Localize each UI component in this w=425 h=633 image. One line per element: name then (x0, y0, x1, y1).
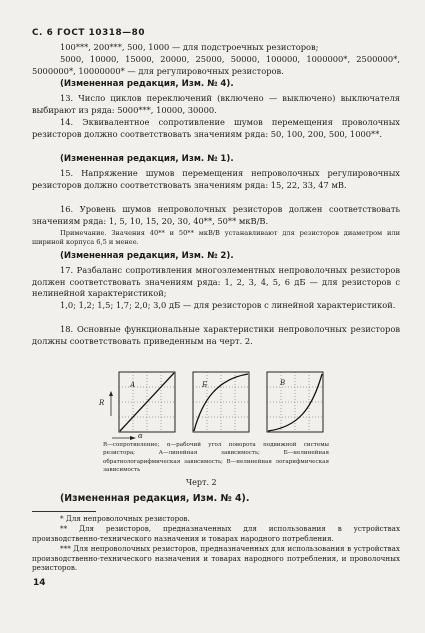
y-axis-arrow (108, 391, 114, 417)
running-header: С. 6 ГОСТ 10318—80 (32, 28, 146, 38)
footnote-divider (32, 511, 96, 512)
panel-label-b: Б (202, 381, 208, 389)
paragraph: 100***, 200***, 500, 1000 — для подстроечных резисторов; (60, 42, 319, 52)
amendment-note: (Измененная редакция, Изм. № 4). (60, 493, 250, 504)
chart-panel-v (266, 371, 324, 433)
amendment-note: (Измененная редакция, Изм. № 2). (60, 251, 234, 261)
amendment-note: (Измененная редакция, Изм. № 4). (60, 79, 234, 89)
paragraph: 15. Напряжение шумов перемещения непроволочных регулировочных резисторов должно соответствовать значениям ряда: 15, 22, 33, 47 мВ. (32, 168, 400, 190)
log-curve-chart (266, 371, 324, 433)
x-axis-symbol: α (138, 432, 143, 440)
paragraph: 16. Уровень шумов непроволочных резисторов должен соответствовать значениям ряда: 1, 5, 10, 15, 20, 30, 40**, 50** мкВ/В. (32, 204, 400, 226)
amendment-note: (Измененная редакция, Изм. № 1). (60, 154, 234, 164)
figure-label: Черт. 2 (186, 478, 217, 487)
paragraph: 1,0; 1,2; 1,5; 1,7; 2,0; 3,0 дБ — для резисторов с линейной характеристикой. (60, 300, 396, 310)
paragraph: 5000, 10000, 15000, 20000, 25000, 50000, 100000, 1000000*, 2500000*, 5000000*, 10000000* — для регулировочных резисторов. (32, 54, 400, 76)
paragraph: 13. Число циклов переключений (включено — выключено) выключателя выбирают из ряда: 5000***, 10000, 30000. (32, 93, 400, 115)
paragraph: 18. Основные функциональные характеристики непроволочных резисторов должны соответствовать приведенным на черт. 2. (32, 324, 400, 346)
panel-label-v: В (280, 379, 286, 387)
y-axis-symbol: R (99, 399, 105, 407)
figure-caption: R—сопротивление; α—рабочий угол поворота подвижной системы резистора; А—линейная зависимость; Б—нелинейная обратнологарифмическая зависимость; В—нелинейная логарифмическая зависимость (103, 442, 329, 474)
chart-panel-b (192, 371, 250, 433)
note: Примечание. Значения 40** и 50** мкВ/В устанавливают для резисторов диаметром или шириной корпуса 6,5 и менее. (32, 229, 400, 246)
panel-label-a: А (130, 381, 136, 389)
chart-panel-a (118, 371, 176, 433)
footnote: * Для непроволочных резисторов. (60, 514, 190, 523)
linear-curve-chart (118, 371, 176, 433)
inverse-log-curve-chart (192, 371, 250, 433)
footnote: ** Для резисторов, предназначенных для использования в устройствах производственно-технического назначения и товарах народного потребления. (32, 524, 400, 543)
footnote: *** Для непроволочных резисторов, предназначенных для использования в устройствах производственно-технического назначения и товарах народного потребления, и проволочных резисторов. (32, 544, 400, 573)
paragraph: 17. Разбаланс сопротивления многоэлементных непроволочных резисторов должен соответствовать значениям ряда: 1, 2, 3, 4, 5, 6 дБ — для резисторов с нелинейной характеристикой; (32, 265, 400, 299)
paragraph: 14. Эквивалентное сопротивление шумов перемещения проволочных резисторов должно соответствовать значениям ряда: 50, 100, 200, 500, 1000**. (32, 117, 400, 139)
page-number: 14 (33, 578, 46, 588)
